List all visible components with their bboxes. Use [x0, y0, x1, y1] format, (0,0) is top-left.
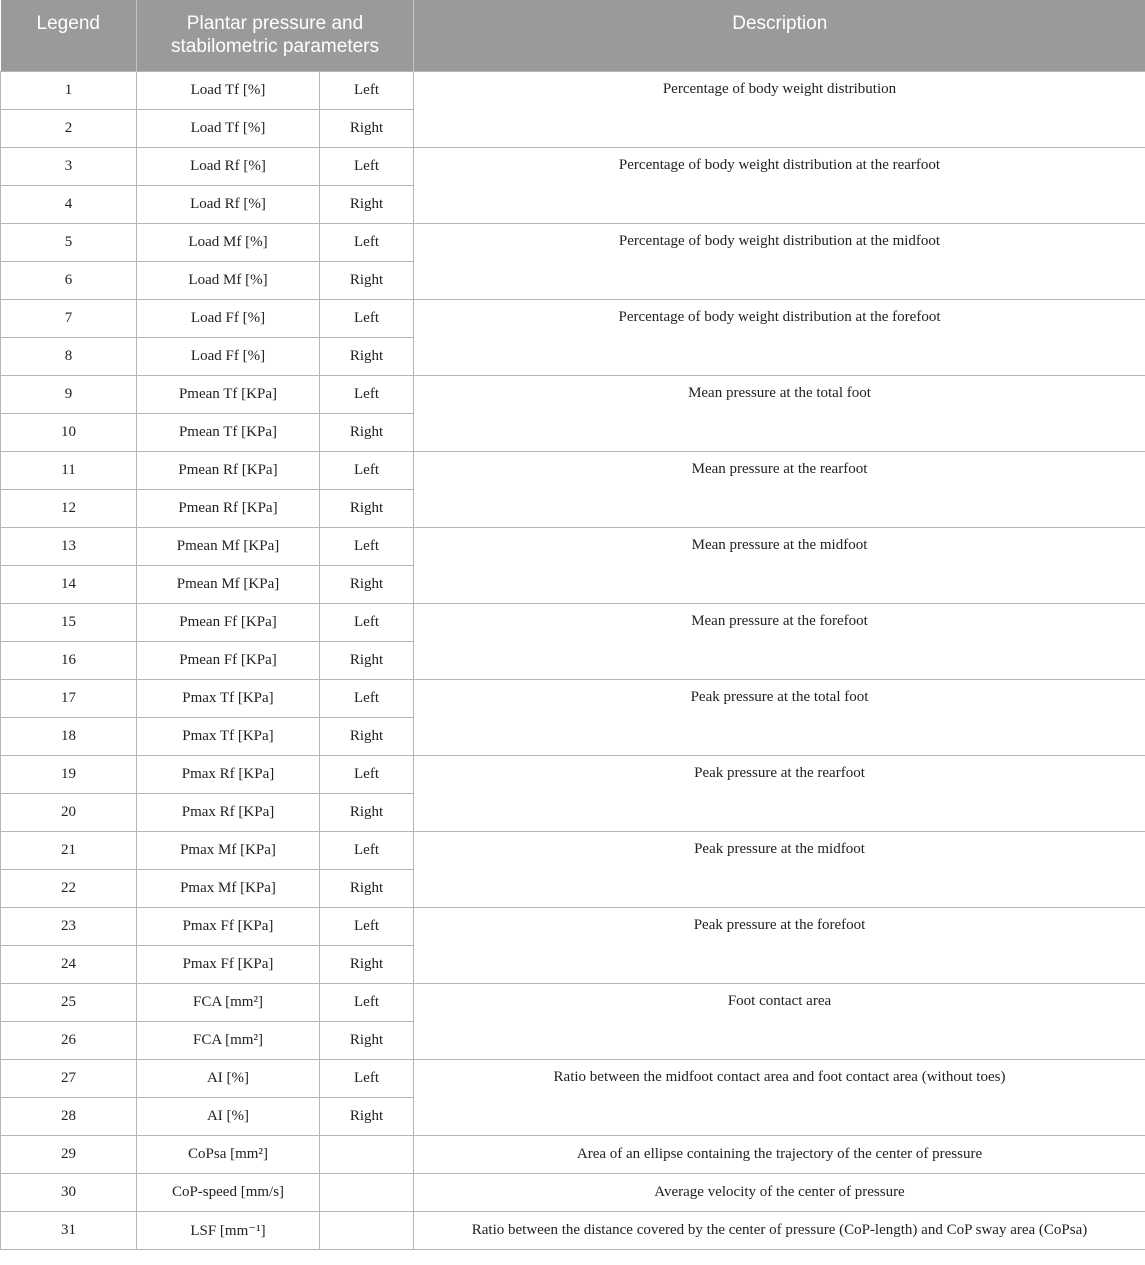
table-row [1, 983, 1145, 1021]
parameter-cell: Pmax Ff [KPa] [137, 907, 320, 945]
side-cell: Right [320, 869, 414, 907]
description-cell: Mean pressure at the total foot [414, 375, 1145, 451]
parameter-cell: Pmean Rf [KPa] [137, 451, 320, 489]
side-cell: Right [320, 1097, 414, 1135]
side-cell: Left [320, 603, 414, 641]
description-cell: Mean pressure at the midfoot [414, 527, 1145, 603]
description-cell: Peak pressure at the midfoot [414, 831, 1145, 907]
legend-cell: 11 [1, 451, 137, 489]
legend-cell: 19 [1, 755, 137, 793]
description-cell: Percentage of body weight distribution at the rearfoot [414, 147, 1145, 223]
table-row [1, 299, 1145, 337]
description-cell: Area of an ellipse containing the trajectory of the center of pressure [414, 1135, 1145, 1173]
header-legend: Legend [1, 0, 137, 71]
description-cell: Ratio between the midfoot contact area and foot contact area (without toes) [414, 1059, 1145, 1135]
legend-cell: 29 [1, 1135, 137, 1173]
parameter-cell: Pmax Rf [KPa] [137, 793, 320, 831]
parameter-cell: Pmean Tf [KPa] [137, 413, 320, 451]
side-cell: Left [320, 527, 414, 565]
parameter-cell: Pmax Rf [KPa] [137, 755, 320, 793]
parameter-cell: Pmax Ff [KPa] [137, 945, 320, 983]
parameter-cell: FCA [mm²] [137, 1021, 320, 1059]
table-row [1, 1211, 1145, 1249]
table-body [1, 71, 1145, 1249]
description-cell: Percentage of body weight distribution [414, 71, 1145, 147]
side-cell: Right [320, 717, 414, 755]
side-cell: Left [320, 223, 414, 261]
legend-cell: 27 [1, 1059, 137, 1097]
parameter-cell: CoP-speed [mm/s] [137, 1173, 320, 1211]
legend-cell: 18 [1, 717, 137, 755]
table-header [1, 0, 1145, 71]
table-row [1, 147, 1145, 185]
parameter-cell: CoPsa [mm²] [137, 1135, 320, 1173]
description-cell: Peak pressure at the forefoot [414, 907, 1145, 983]
parameter-cell: Load Ff [%] [137, 337, 320, 375]
side-cell: Right [320, 641, 414, 679]
table-row [1, 451, 1145, 489]
legend-cell: 1 [1, 71, 137, 109]
side-cell [320, 1211, 414, 1249]
parameter-cell: Load Ff [%] [137, 299, 320, 337]
side-cell: Left [320, 147, 414, 185]
legend-cell: 6 [1, 261, 137, 299]
table-row [1, 1135, 1145, 1173]
side-cell: Left [320, 755, 414, 793]
side-cell: Left [320, 679, 414, 717]
legend-cell: 8 [1, 337, 137, 375]
parameter-cell: Load Mf [%] [137, 261, 320, 299]
table-row [1, 375, 1145, 413]
parameter-cell: FCA [mm²] [137, 983, 320, 1021]
side-cell: Left [320, 907, 414, 945]
description-cell: Mean pressure at the forefoot [414, 603, 1145, 679]
side-cell: Right [320, 1021, 414, 1059]
description-cell: Foot contact area [414, 983, 1145, 1059]
side-cell [320, 1173, 414, 1211]
side-cell: Right [320, 109, 414, 147]
side-cell: Left [320, 451, 414, 489]
legend-cell: 16 [1, 641, 137, 679]
description-cell: Peak pressure at the rearfoot [414, 755, 1145, 831]
table-row [1, 71, 1145, 109]
legend-cell: 28 [1, 1097, 137, 1135]
side-cell: Right [320, 489, 414, 527]
side-cell: Right [320, 945, 414, 983]
legend-cell: 10 [1, 413, 137, 451]
side-cell: Left [320, 1059, 414, 1097]
parameter-cell: Pmax Tf [KPa] [137, 679, 320, 717]
description-cell: Ratio between the distance covered by the center of pressure (CoP-length) and CoP sway area (CoPsa) [414, 1211, 1145, 1249]
legend-cell: 4 [1, 185, 137, 223]
table-row [1, 223, 1145, 261]
parameter-cell: AI [%] [137, 1059, 320, 1097]
parameter-cell: LSF [mm⁻¹] [137, 1211, 320, 1249]
side-cell: Left [320, 375, 414, 413]
legend-cell: 5 [1, 223, 137, 261]
parameter-cell: AI [%] [137, 1097, 320, 1135]
legend-cell: 13 [1, 527, 137, 565]
header-parameter: Plantar pressure and stabilometric parameters [137, 0, 414, 71]
table-row [1, 603, 1145, 641]
parameter-cell: Pmean Rf [KPa] [137, 489, 320, 527]
legend-cell: 3 [1, 147, 137, 185]
side-cell: Right [320, 337, 414, 375]
side-cell: Right [320, 565, 414, 603]
legend-cell: 24 [1, 945, 137, 983]
parameter-cell: Pmax Tf [KPa] [137, 717, 320, 755]
parameter-cell: Load Tf [%] [137, 71, 320, 109]
legend-cell: 23 [1, 907, 137, 945]
legend-cell: 15 [1, 603, 137, 641]
description-cell: Percentage of body weight distribution at the forefoot [414, 299, 1145, 375]
table-row [1, 755, 1145, 793]
parameter-cell: Pmean Mf [KPa] [137, 565, 320, 603]
description-cell: Mean pressure at the rearfoot [414, 451, 1145, 527]
legend-cell: 22 [1, 869, 137, 907]
table-row [1, 907, 1145, 945]
parameter-cell: Pmean Ff [KPa] [137, 603, 320, 641]
table-row [1, 527, 1145, 565]
parameter-cell: Load Tf [%] [137, 109, 320, 147]
parameter-cell: Pmax Mf [KPa] [137, 831, 320, 869]
legend-cell: 30 [1, 1173, 137, 1211]
legend-cell: 12 [1, 489, 137, 527]
parameter-cell: Pmax Mf [KPa] [137, 869, 320, 907]
legend-cell: 20 [1, 793, 137, 831]
legend-cell: 9 [1, 375, 137, 413]
header-description: Description [414, 0, 1145, 71]
legend-cell: 17 [1, 679, 137, 717]
parameter-cell: Pmean Mf [KPa] [137, 527, 320, 565]
side-cell: Right [320, 185, 414, 223]
table-row [1, 1059, 1145, 1097]
table-row [1, 679, 1145, 717]
table-row [1, 831, 1145, 869]
legend-cell: 7 [1, 299, 137, 337]
parameter-cell: Load Rf [%] [137, 147, 320, 185]
table-row [1, 1173, 1145, 1211]
side-cell [320, 1135, 414, 1173]
description-cell: Peak pressure at the total foot [414, 679, 1145, 755]
legend-cell: 14 [1, 565, 137, 603]
side-cell: Left [320, 831, 414, 869]
parameter-cell: Load Rf [%] [137, 185, 320, 223]
legend-cell: 26 [1, 1021, 137, 1059]
side-cell: Right [320, 261, 414, 299]
parameter-cell: Pmean Tf [KPa] [137, 375, 320, 413]
side-cell: Right [320, 793, 414, 831]
legend-cell: 31 [1, 1211, 137, 1249]
legend-cell: 21 [1, 831, 137, 869]
parameter-cell: Pmean Ff [KPa] [137, 641, 320, 679]
side-cell: Left [320, 71, 414, 109]
side-cell: Right [320, 413, 414, 451]
parameter-cell: Load Mf [%] [137, 223, 320, 261]
side-cell: Left [320, 983, 414, 1021]
side-cell: Left [320, 299, 414, 337]
description-cell: Average velocity of the center of pressure [414, 1173, 1145, 1211]
legend-cell: 25 [1, 983, 137, 1021]
legend-cell: 2 [1, 109, 137, 147]
description-cell: Percentage of body weight distribution at the midfoot [414, 223, 1145, 299]
